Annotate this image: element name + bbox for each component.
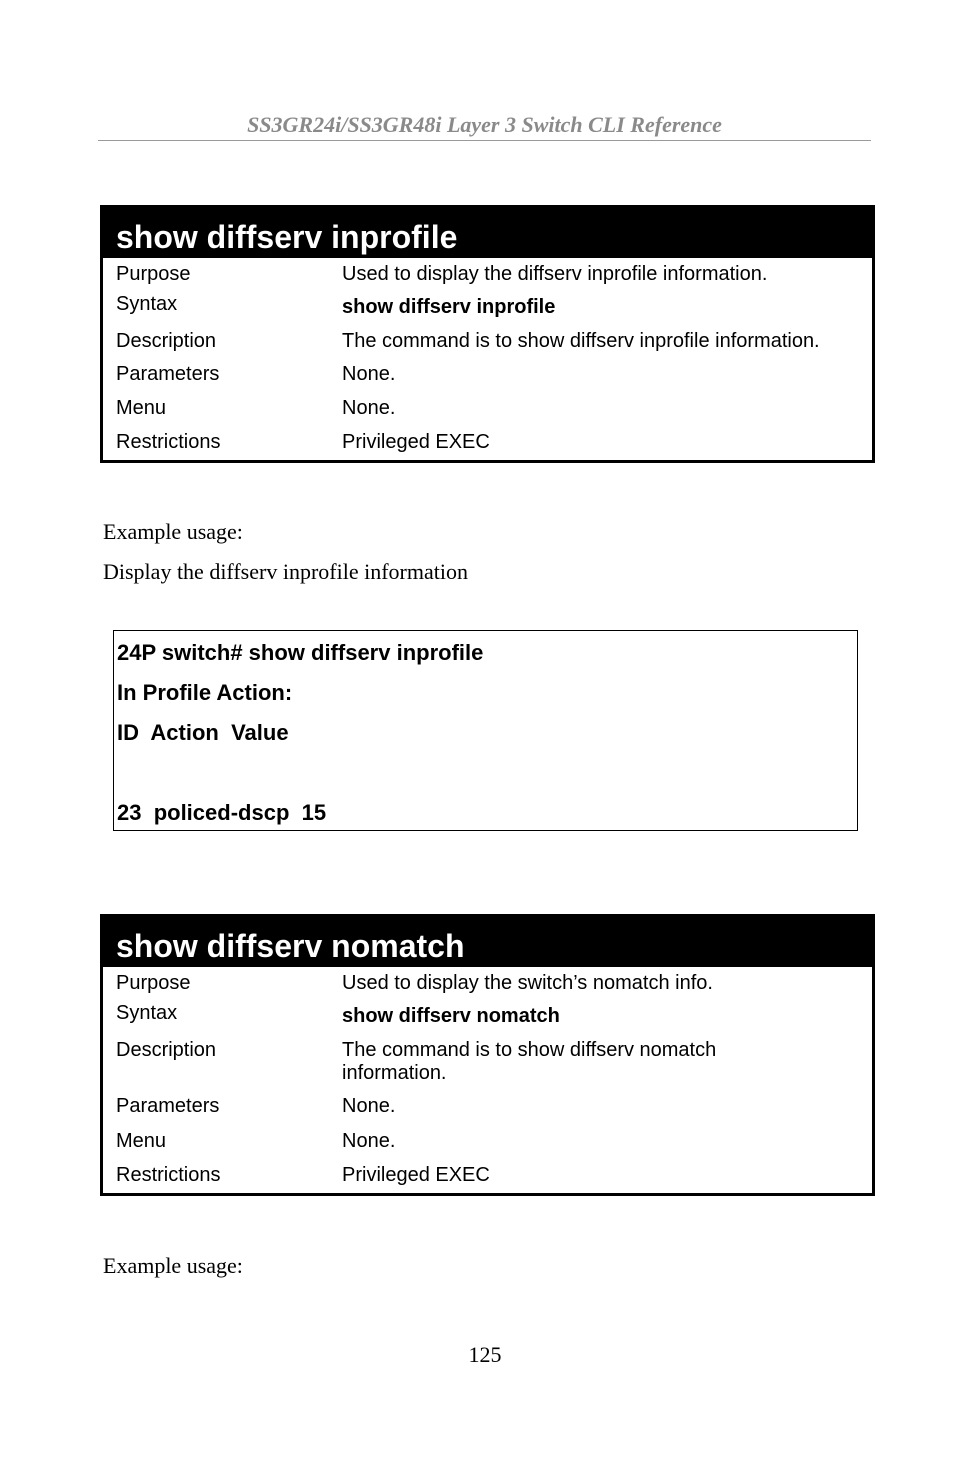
- row-value-purpose: Used to display the switch’s nomatch info.: [342, 972, 713, 994]
- header-divider: [98, 140, 871, 141]
- row-label-purpose: Purpose: [116, 263, 191, 285]
- table-row: [103, 431, 872, 460]
- command-box-inprofile: [100, 205, 875, 463]
- row-label-menu: Menu: [116, 1130, 167, 1152]
- table-row: [103, 1002, 872, 1037]
- row-label-syntax: Syntax: [116, 1002, 178, 1024]
- example-usage-label: Example usage:: [103, 519, 243, 544]
- row-label-parameters: Parameters: [116, 363, 220, 385]
- table-row: [103, 1095, 872, 1130]
- example-terminal-output: [113, 630, 858, 831]
- table-row: [103, 397, 872, 431]
- row-value-menu: None.: [342, 1130, 396, 1152]
- row-value-syntax: show diffserv nomatch: [342, 1005, 560, 1027]
- page-number: 125: [468, 1342, 502, 1367]
- command-details-table: [103, 258, 872, 460]
- row-value-syntax: show diffserv inprofile: [342, 296, 556, 318]
- example-line-heading: In Profile Action:: [117, 680, 293, 705]
- command-title: show diffserv inprofile: [103, 208, 872, 258]
- row-label-description: Description: [116, 1039, 217, 1061]
- table-row: [103, 1037, 872, 1095]
- example-line-command: 24P switch# show diffserv inprofile: [117, 640, 484, 665]
- row-label-parameters: Parameters: [116, 1095, 220, 1117]
- row-label-menu: Menu: [116, 397, 167, 419]
- row-value-parameters: None.: [342, 363, 396, 385]
- row-label-restrictions: Restrictions: [116, 431, 221, 453]
- table-row: [103, 328, 872, 363]
- example-line-entry: 23 policed-dscp 15: [117, 800, 327, 825]
- page-header-title: SS3GR24i/SS3GR48i Layer 3 Switch CLI Reference: [247, 112, 722, 137]
- example-usage-label: Example usage:: [103, 1253, 243, 1278]
- row-label-syntax: Syntax: [116, 293, 178, 315]
- row-value-description: The command is to show diffserv inprofile information.: [342, 330, 820, 352]
- command-box-nomatch: [100, 914, 875, 1196]
- example-caption: Display the diffserv inprofile information: [103, 559, 468, 584]
- table-row: [103, 293, 872, 328]
- table-row: [103, 363, 872, 397]
- row-value-parameters: None.: [342, 1095, 396, 1117]
- table-row: [103, 1130, 872, 1164]
- command-details-table: [103, 967, 872, 1193]
- row-value-description: The command is to show diffserv nomatch information.: [342, 1039, 717, 1084]
- table-row: [103, 967, 872, 1002]
- row-value-restrictions: Privileged EXEC: [342, 431, 490, 453]
- row-label-description: Description: [116, 330, 217, 352]
- example-line-columns: ID Action Value: [117, 720, 289, 745]
- row-label-restrictions: Restrictions: [116, 1164, 221, 1186]
- row-value-restrictions: Privileged EXEC: [342, 1164, 490, 1186]
- table-row: [103, 258, 872, 293]
- row-value-menu: None.: [342, 397, 396, 419]
- table-row: [103, 1164, 872, 1193]
- row-label-purpose: Purpose: [116, 972, 191, 994]
- command-title: show diffserv nomatch: [103, 917, 872, 967]
- row-value-purpose: Used to display the diffserv inprofile information.: [342, 263, 768, 285]
